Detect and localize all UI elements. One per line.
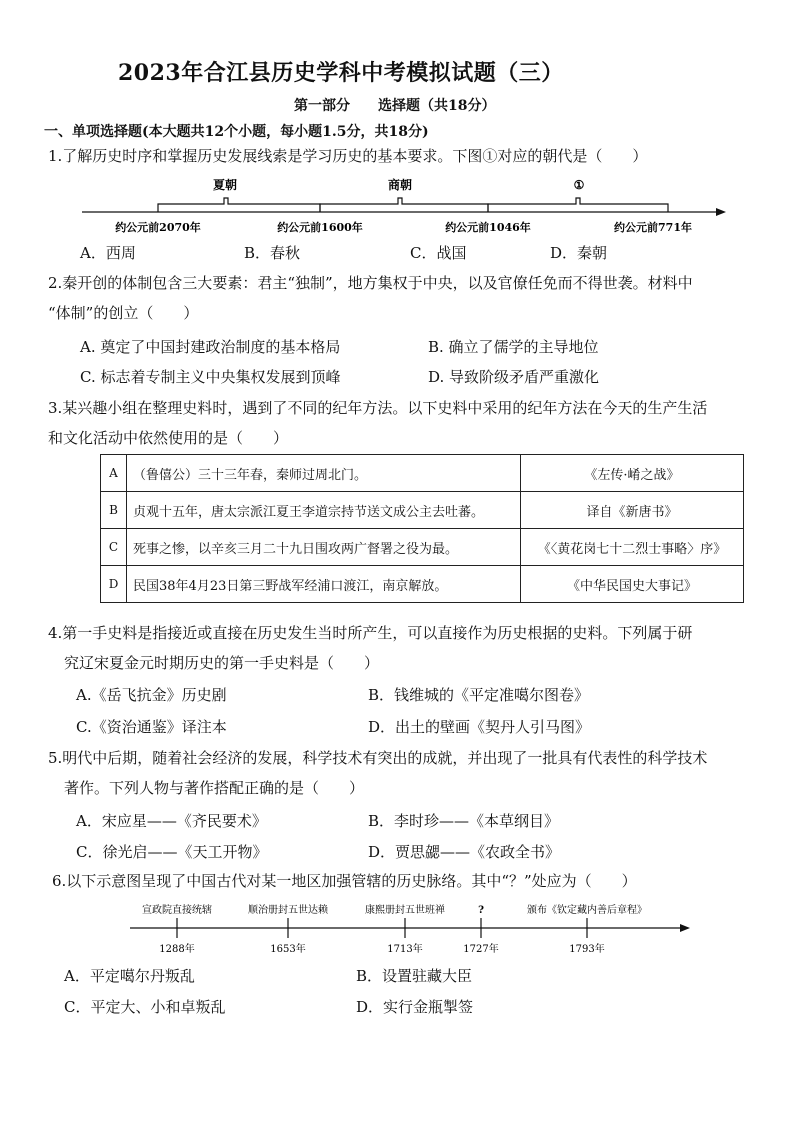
period-unknown: ① bbox=[573, 178, 585, 192]
q5-option-b: B．李时珍——《本草纲目》 bbox=[368, 812, 560, 830]
q1-option-a: A．西周 bbox=[80, 244, 136, 262]
q2-option-d: D. 导致阶级矛盾严重激化 bbox=[428, 368, 600, 386]
q4-option-d: D．出土的壁画《契丹人引马图》 bbox=[368, 718, 591, 736]
q3-stem-line2: 和文化活动中依然使用的是（ ） bbox=[48, 429, 289, 447]
year-5: 1793年 bbox=[569, 944, 605, 955]
event-3: 康熙册封五世班禅 bbox=[365, 905, 445, 916]
row-text: 民国38年4月23日第三野战军经浦口渡江，南京解放。 bbox=[127, 566, 521, 603]
period-shang: 商朝 bbox=[387, 178, 413, 192]
q6-stem: 6.以下示意图呈现了中国古代对某一地区加强管辖的历史脉络。其中“？”处应为（ ） bbox=[52, 872, 637, 890]
exam-title: 2023年合江县历史学科中考模拟试题（三） bbox=[118, 60, 564, 86]
q3-source-table bbox=[100, 454, 744, 603]
table-row bbox=[101, 529, 744, 566]
q5-option-d: D．贾思勰——《农政全书》 bbox=[368, 843, 561, 861]
row-source: 译自《新唐书》 bbox=[521, 492, 744, 529]
period-xia: 夏朝 bbox=[212, 178, 238, 192]
part-name: 第一部分 bbox=[294, 98, 350, 114]
table-row bbox=[101, 492, 744, 529]
date-1: 约公元前2070年 bbox=[115, 221, 201, 234]
q5-stem-line2: 著作。下列人物与著作搭配正确的是（ ） bbox=[64, 779, 365, 797]
section-heading: 一、单项选择题(本大题共12个小题，每小题1.5分，共18分) bbox=[44, 124, 429, 140]
q1-option-c: C．战国 bbox=[410, 244, 467, 262]
q2-option-b: B. 确立了儒学的主导地位 bbox=[428, 338, 599, 356]
event-5: 颁布《钦定藏内善后章程》 bbox=[527, 905, 647, 916]
part-heading bbox=[294, 95, 523, 115]
q1-timeline bbox=[78, 174, 728, 236]
q1-stem: 1.了解历史时序和掌握历史发展线索是学习历史的基本要求。下图①对应的朝代是（ ） bbox=[48, 147, 648, 165]
row-source: 《左传·崤之战》 bbox=[521, 455, 744, 492]
q1-option-d: D．秦朝 bbox=[550, 244, 608, 262]
q4-option-a: A.《岳飞抗金》历史剧 bbox=[76, 686, 227, 704]
year-2: 1653年 bbox=[270, 944, 306, 955]
row-letter: C bbox=[101, 529, 127, 566]
row-text: （鲁僖公）三十三年春，秦师过周北门。 bbox=[127, 455, 521, 492]
q6-option-b: B．设置驻藏大臣 bbox=[356, 967, 473, 985]
q5-stem-line1: 5.明代中后期，随着社会经济的发展，科学技术有突出的成就，并出现了一批具有代表性的科学技术 bbox=[48, 749, 708, 767]
q6-option-c: C．平定大、小和卓叛乱 bbox=[64, 998, 226, 1016]
row-letter: A bbox=[101, 455, 127, 492]
q4-stem-line2: 究辽宋夏金元时期历史的第一手史料是（ ） bbox=[64, 654, 380, 672]
q1-option-b: B．春秋 bbox=[244, 244, 301, 262]
q2-stem-line1: 2.秦开创的体制包含三大要素：君主“独制”，地方集权于中央，以及官僚任免而不得世袭。材料中 bbox=[48, 274, 693, 292]
table-row bbox=[101, 566, 744, 603]
q4-stem-line1: 4.第一手史料是指接近或直接在历史发生当时所产生，可以直接作为历史根据的史料。下列属于研 bbox=[48, 624, 693, 642]
row-source: 《中华民国史大事记》 bbox=[521, 566, 744, 603]
q6-timeline bbox=[120, 900, 695, 960]
year-3: 1713年 bbox=[387, 944, 423, 955]
table-row bbox=[101, 455, 744, 492]
date-3: 约公元前1046年 bbox=[445, 221, 531, 234]
row-letter: B bbox=[101, 492, 127, 529]
q6-option-a: A．平定噶尔丹叛乱 bbox=[64, 967, 195, 985]
row-letter: D bbox=[101, 566, 127, 603]
event-unknown: ? bbox=[478, 905, 484, 916]
date-2: 约公元前1600年 bbox=[277, 221, 363, 234]
q2-option-c: C. 标志着专制主义中央集权发展到顶峰 bbox=[80, 368, 341, 386]
q5-option-a: A．宋应星——《齐民要术》 bbox=[76, 812, 267, 830]
event-2: 顺治册封五世达赖 bbox=[248, 905, 328, 916]
q3-stem-line1: 3.某兴趣小组在整理史料时，遇到了不同的纪年方法。以下史料中采用的纪年方法在今天的生产生活 bbox=[48, 399, 708, 417]
row-source: 《〈黄花岗七十二烈士事略〉序》 bbox=[521, 529, 744, 566]
part-label: 选择题（共18分） bbox=[378, 98, 496, 114]
q4-option-b: B．钱维城的《平定准噶尔图卷》 bbox=[368, 686, 590, 704]
q5-option-c: C．徐光启——《天工开物》 bbox=[76, 843, 268, 861]
row-text: 贞观十五年，唐太宗派江夏王李道宗持节送文成公主去吐蕃。 bbox=[127, 492, 521, 529]
q4-option-c: C.《资治通鉴》译注本 bbox=[76, 718, 227, 736]
event-1: 宣政院直接统辖 bbox=[142, 905, 212, 916]
year-4: 1727年 bbox=[463, 944, 499, 955]
q2-option-a: A. 奠定了中国封建政治制度的基本格局 bbox=[80, 338, 341, 356]
row-text: 死事之惨，以辛亥三月二十九日围攻两广督署之役为最。 bbox=[127, 529, 521, 566]
date-4: 约公元前771年 bbox=[614, 221, 692, 234]
q2-stem-line2: “体制”的创立（ ） bbox=[48, 304, 199, 322]
q6-option-d: D．实行金瓶掣签 bbox=[356, 998, 474, 1016]
year-1: 1288年 bbox=[159, 944, 195, 955]
